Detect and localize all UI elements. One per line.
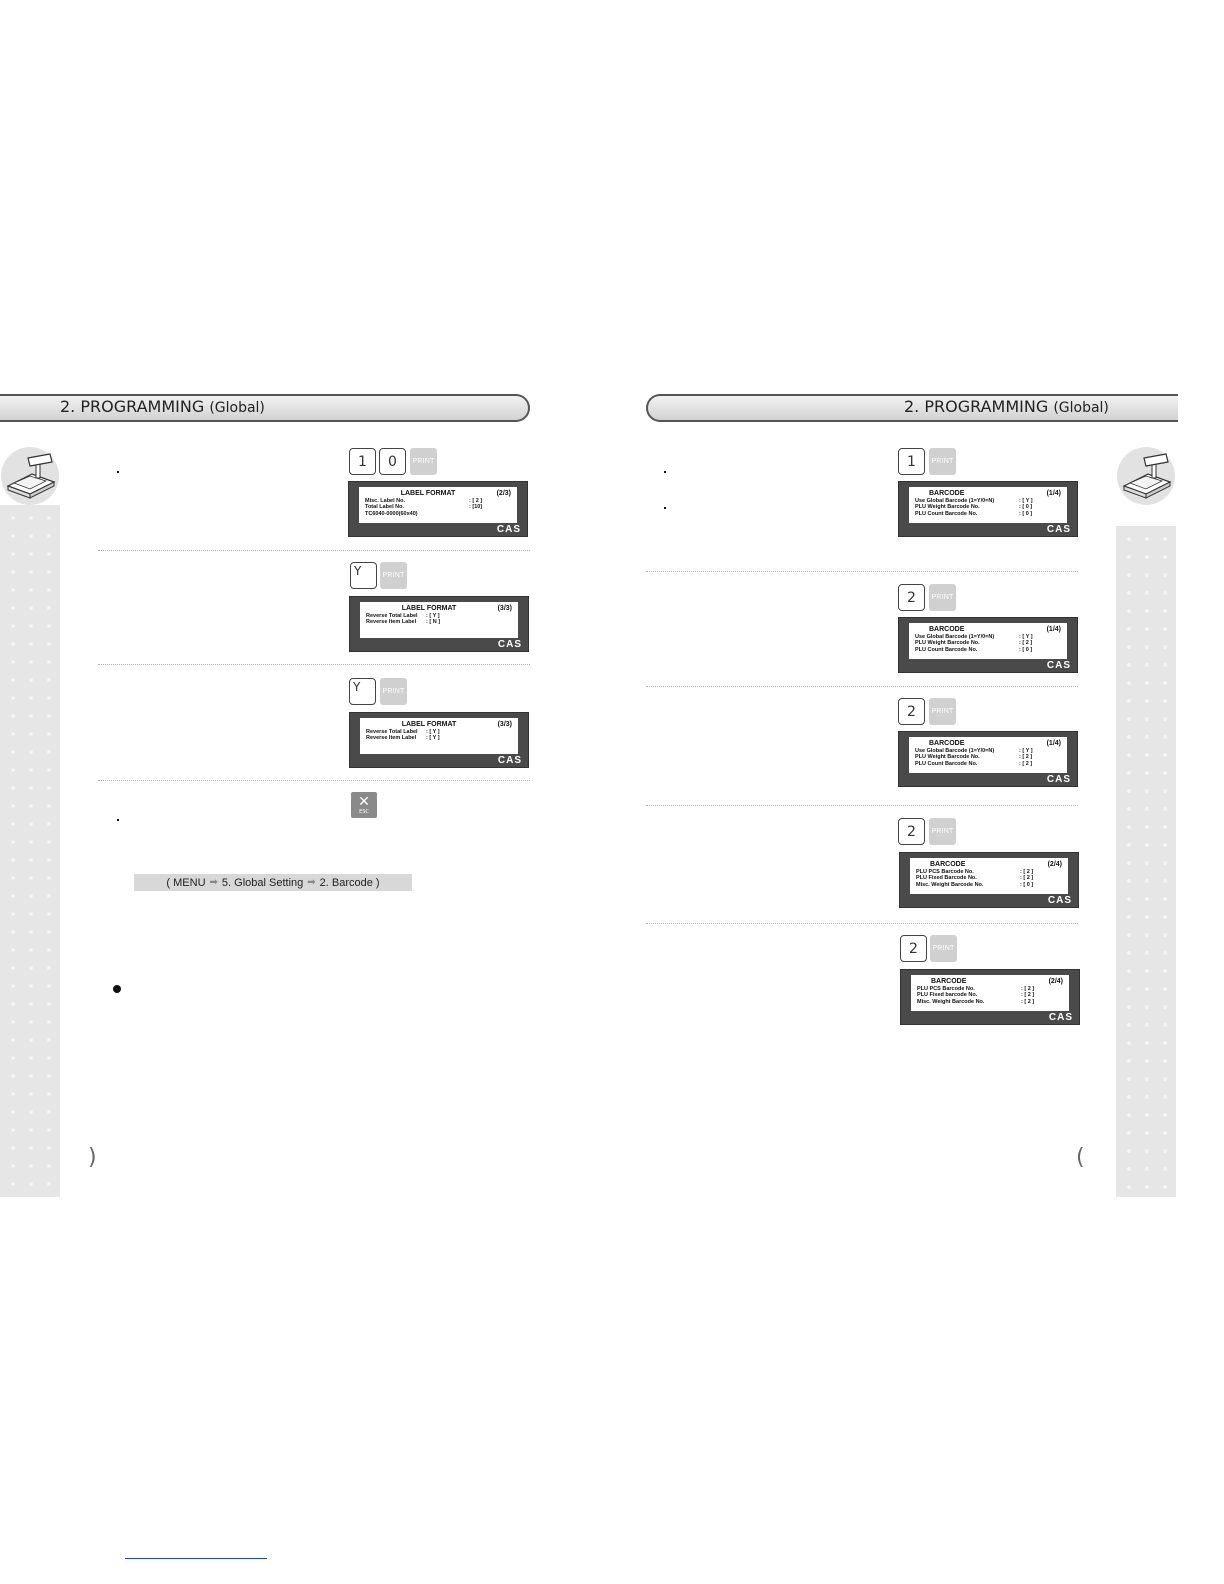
right-header-title bbox=[904, 397, 1109, 416]
lcd-page: (2/4) bbox=[1047, 861, 1062, 868]
menu-path-breadcrumb bbox=[134, 874, 412, 891]
lcd-row-label: PLU Count Barcode No. bbox=[915, 646, 978, 653]
lcd-row-label: PLU Fixed Barcode No. bbox=[916, 875, 977, 882]
scale-icon bbox=[1116, 446, 1176, 506]
right-header-title-text: 2. PROGRAMMING bbox=[904, 397, 1049, 416]
page-number-bracket: ) bbox=[88, 1145, 97, 1170]
lcd-row-label: Use Global Barcode (1=Y/0=N) bbox=[915, 748, 995, 754]
cas-logo: CAS bbox=[1046, 524, 1071, 535]
lcd-screen bbox=[909, 623, 1067, 659]
lcd-row-label: Use Global Barcode (1=Y/0=N) bbox=[915, 634, 995, 640]
lcd-row-value: : [ 0 ] bbox=[1020, 881, 1034, 888]
left-header-subtitle: (Global) bbox=[209, 400, 265, 416]
key-2[interactable]: 2 bbox=[900, 935, 927, 962]
print-key[interactable]: PRINT bbox=[929, 818, 956, 845]
lcd-row-label: Misc. Label No. bbox=[365, 498, 406, 504]
key-0[interactable]: 0 bbox=[379, 448, 406, 475]
menu-path-open: ( bbox=[166, 876, 171, 889]
print-key[interactable]: PRINT bbox=[929, 698, 956, 725]
step-separator bbox=[646, 923, 1078, 924]
lcd-row-value: : [ Y ] bbox=[1019, 748, 1033, 754]
menu-path-item: 2. Barcode bbox=[319, 876, 373, 889]
lcd-display bbox=[898, 731, 1078, 787]
lcd-row-value: : [ N ] bbox=[426, 619, 441, 626]
step-separator bbox=[98, 664, 530, 665]
key-y[interactable]: Y bbox=[350, 562, 377, 589]
lcd-display bbox=[900, 969, 1080, 1025]
arrow-right-icon: ➡ bbox=[209, 877, 218, 888]
lcd-row-label: PLU Weight Barcode No. bbox=[915, 504, 980, 511]
lcd-row-value: : [10] bbox=[469, 504, 483, 511]
lcd-row-value: : [ Y ] bbox=[1019, 634, 1033, 640]
right-header-bar bbox=[646, 394, 1178, 422]
print-key[interactable]: PRINT bbox=[410, 448, 437, 475]
arrow-right-icon: ➡ bbox=[307, 877, 316, 888]
menu-path-item: MENU bbox=[173, 876, 206, 889]
lcd-row-label: Reverse Item Label bbox=[366, 619, 417, 626]
esc-key-label: ESC bbox=[359, 808, 369, 815]
print-key[interactable]: PRINT bbox=[929, 584, 956, 611]
page-number-bracket: ( bbox=[1076, 1145, 1085, 1170]
step-separator bbox=[646, 805, 1078, 806]
left-header-bar bbox=[0, 394, 530, 422]
lcd-display bbox=[349, 596, 529, 652]
lcd-title: BARCODE bbox=[929, 740, 965, 747]
lcd-page: (1/4) bbox=[1046, 490, 1061, 497]
lcd-row-value: : [ 0 ] bbox=[1019, 646, 1033, 653]
lcd-row-label: Use Global Barcode (1=Y/0=N) bbox=[915, 498, 995, 504]
lcd-row-value: : [ Y ] bbox=[426, 613, 440, 619]
step-separator bbox=[98, 550, 530, 551]
lcd-screen bbox=[360, 718, 518, 754]
lcd-screen bbox=[910, 858, 1068, 894]
note-bullet bbox=[113, 985, 121, 993]
lcd-page: (1/4) bbox=[1046, 740, 1061, 747]
cas-logo: CAS bbox=[1047, 895, 1072, 906]
lcd-row-value: : [ 2 ] bbox=[469, 498, 483, 504]
step-bullet-dot bbox=[664, 507, 666, 509]
right-header-subtitle: (Global) bbox=[1053, 400, 1109, 416]
lcd-row-label: PLU Weight Barcode No. bbox=[915, 754, 980, 761]
lcd-title: BARCODE bbox=[929, 490, 965, 497]
lcd-row-label: Misc. Weight Barcode No. bbox=[917, 998, 985, 1005]
step-separator bbox=[646, 571, 1078, 572]
lcd-row-label: PLU Fixed barcode No. bbox=[917, 992, 978, 999]
lcd-display bbox=[899, 852, 1079, 908]
lcd-screen bbox=[909, 487, 1067, 523]
lcd-row-label: Misc. Weight Barcode No. bbox=[916, 881, 984, 888]
key-2[interactable]: 2 bbox=[898, 584, 925, 611]
lcd-row-label: TC6040-0000(60x40) bbox=[365, 510, 418, 517]
step-separator bbox=[98, 780, 530, 781]
lcd-page: (1/4) bbox=[1046, 626, 1061, 633]
cas-logo: CAS bbox=[1046, 774, 1071, 785]
key-2[interactable]: 2 bbox=[898, 818, 925, 845]
lcd-row-value: : [ Y ] bbox=[426, 729, 440, 735]
left-header-title bbox=[60, 397, 265, 416]
print-key[interactable]: PRINT bbox=[380, 678, 407, 705]
lcd-row-value: : [ Y ] bbox=[1019, 498, 1033, 504]
close-icon: ✕ bbox=[358, 793, 370, 810]
key-1[interactable]: 1 bbox=[349, 448, 376, 475]
print-key[interactable]: PRINT bbox=[380, 562, 407, 589]
lcd-row-value: : [ 2 ] bbox=[1019, 640, 1033, 647]
key-1[interactable]: 1 bbox=[898, 448, 925, 475]
lcd-row-value: : [ 2 ] bbox=[1019, 760, 1033, 767]
right-scale-icon bbox=[1116, 446, 1176, 506]
cas-logo: CAS bbox=[497, 639, 522, 650]
lcd-title: LABEL FORMAT bbox=[401, 721, 457, 728]
left-side-strip bbox=[0, 505, 60, 1197]
lcd-row-label: PLU Weight Barcode No. bbox=[915, 640, 980, 647]
lcd-row-label: PLU Count Barcode No. bbox=[915, 510, 978, 517]
lcd-row-label: PLU PCS Barcode No. bbox=[916, 869, 974, 875]
lcd-page: (3/3) bbox=[497, 605, 512, 612]
lcd-screen bbox=[909, 737, 1067, 773]
lcd-screen bbox=[360, 602, 518, 638]
lcd-display bbox=[898, 481, 1078, 537]
step-separator bbox=[646, 686, 1078, 687]
lcd-row-label: Reverse Total Label bbox=[366, 729, 418, 735]
left-header-title-text: 2. PROGRAMMING bbox=[60, 397, 205, 416]
lcd-row-value: : [ Y ] bbox=[426, 735, 440, 742]
lcd-title: BARCODE bbox=[931, 978, 967, 985]
lcd-screen bbox=[911, 975, 1069, 1011]
step-bullet-dot bbox=[664, 471, 666, 473]
print-key[interactable]: PRINT bbox=[930, 935, 957, 962]
print-key[interactable]: PRINT bbox=[929, 448, 956, 475]
lcd-row-value: : [ 2 ] bbox=[1020, 869, 1034, 875]
lcd-row-label: Reverse Item Label bbox=[366, 735, 417, 742]
key-2[interactable]: 2 bbox=[898, 698, 925, 725]
lcd-row-value: : [ 2 ] bbox=[1021, 986, 1035, 992]
lcd-display bbox=[348, 481, 528, 537]
left-scale-icon bbox=[0, 446, 60, 506]
esc-key[interactable] bbox=[351, 792, 377, 818]
lcd-page: (3/3) bbox=[497, 721, 512, 728]
cas-logo: CAS bbox=[496, 524, 521, 535]
cas-logo: CAS bbox=[1046, 660, 1071, 671]
scale-icon bbox=[0, 446, 60, 506]
lcd-title: BARCODE bbox=[930, 861, 966, 868]
lcd-row-value: : [ 2 ] bbox=[1019, 754, 1033, 761]
key-y[interactable]: Y bbox=[349, 678, 376, 705]
lcd-display bbox=[898, 617, 1078, 673]
lcd-page: (2/3) bbox=[496, 490, 511, 497]
lcd-row-value: : [ 0 ] bbox=[1019, 510, 1033, 517]
lcd-screen bbox=[359, 487, 517, 523]
lcd-title: LABEL FORMAT bbox=[401, 605, 457, 612]
cas-logo: CAS bbox=[1048, 1012, 1073, 1023]
lcd-row-label: PLU Count Barcode No. bbox=[915, 760, 978, 767]
cas-logo: CAS bbox=[497, 755, 522, 766]
right-side-strip bbox=[1116, 526, 1176, 1197]
footer-link-underline[interactable] bbox=[125, 1558, 267, 1559]
lcd-row-value: : [ 2 ] bbox=[1021, 992, 1035, 999]
menu-path-item: 5. Global Setting bbox=[221, 876, 304, 889]
lcd-title: LABEL FORMAT bbox=[400, 490, 456, 497]
lcd-row-label: PLU PCS Barcode No. bbox=[917, 986, 975, 992]
step-bullet-dot bbox=[117, 471, 119, 473]
lcd-row-value: : [ 0 ] bbox=[1019, 504, 1033, 511]
lcd-display bbox=[349, 712, 529, 768]
lcd-page: (2/4) bbox=[1048, 978, 1063, 985]
menu-path-close: ) bbox=[375, 876, 380, 889]
lcd-title: BARCODE bbox=[929, 626, 965, 633]
step-bullet-dot bbox=[117, 819, 119, 821]
lcd-row-label: Reverse Total Label bbox=[366, 613, 418, 619]
lcd-row-value: : [ 2 ] bbox=[1021, 998, 1035, 1005]
lcd-row-label: Total Label No. bbox=[365, 504, 405, 511]
lcd-row-value: : [ 2 ] bbox=[1020, 875, 1034, 882]
